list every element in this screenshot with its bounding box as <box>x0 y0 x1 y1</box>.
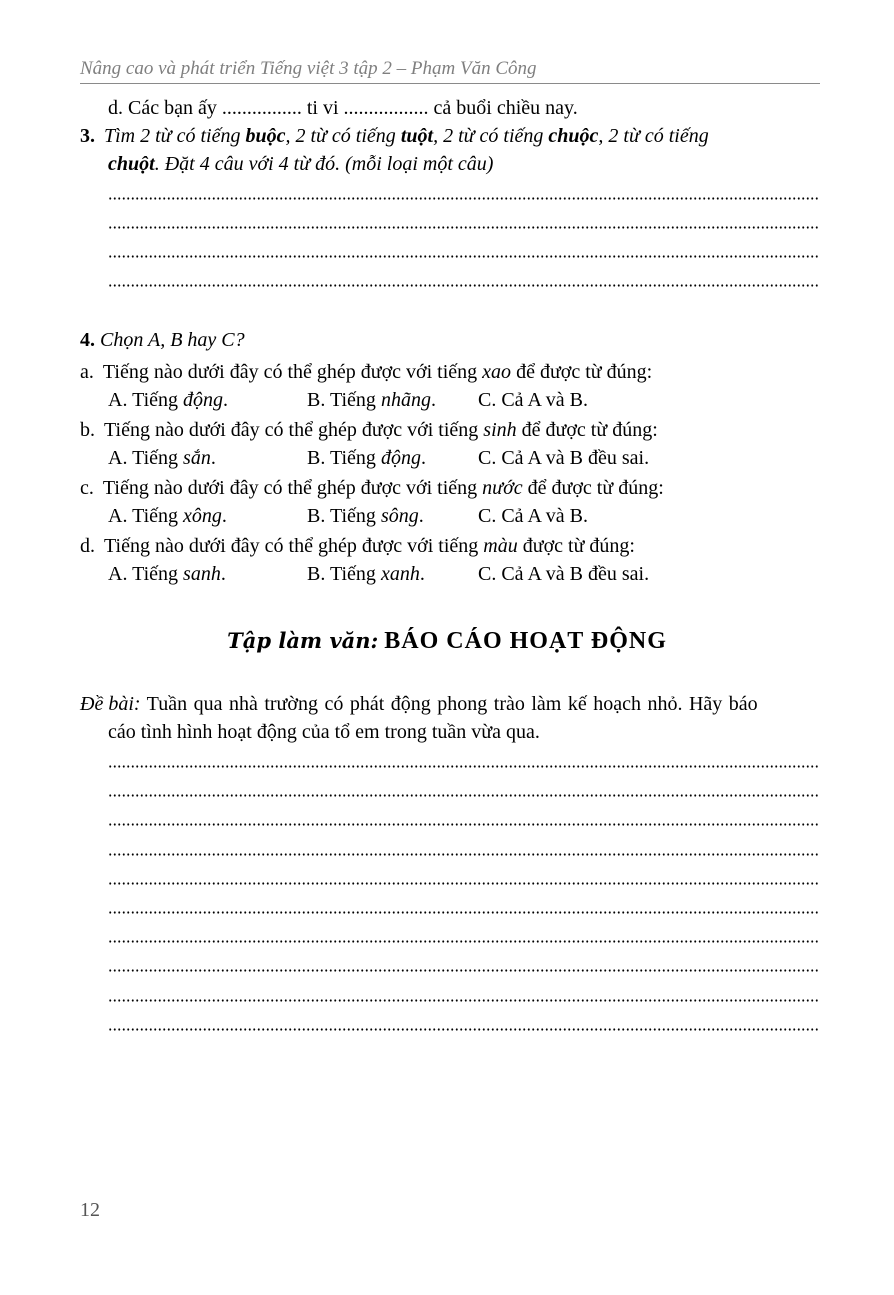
answer-line <box>108 255 818 258</box>
option-a <box>108 446 216 470</box>
q4-heading <box>80 328 245 352</box>
option-text: C. Cả A và B đều sai. <box>478 447 650 469</box>
q2d-text: d. Các bạn ấy <box>108 97 222 119</box>
blank: ................. <box>343 97 429 119</box>
answer-line <box>108 882 818 885</box>
answer-line <box>108 226 818 229</box>
option-text: . <box>221 505 227 527</box>
item-keyword: nước <box>482 477 523 499</box>
q3-text: , 2 từ có tiếng <box>433 125 549 147</box>
option-keyword: động <box>380 447 421 469</box>
option-b <box>307 562 425 586</box>
option-keyword: xông <box>183 505 222 527</box>
item-text: để được từ đúng: <box>522 477 664 499</box>
option-text: . <box>210 447 216 469</box>
option-c <box>478 388 588 412</box>
item-text: Tiếng nào dưới đây có thể ghép được với tiếng <box>104 535 484 557</box>
option-c <box>478 446 649 470</box>
essay-line1 <box>80 692 818 716</box>
q3-text: Tìm 2 từ có tiếng <box>104 125 246 147</box>
q2d-line <box>108 96 578 120</box>
answer-line <box>108 969 818 972</box>
item-label: d. <box>80 535 95 557</box>
q3-keyword: tuột <box>400 125 434 147</box>
option-c <box>478 562 649 586</box>
section-title <box>0 628 894 655</box>
option-text: A. Tiếng <box>108 447 184 469</box>
item-text: để được từ đúng: <box>511 361 653 383</box>
q3-prompt <box>104 124 814 148</box>
q4-prompt: Chọn A, B hay C? <box>100 329 245 351</box>
option-text: B. Tiếng <box>307 389 381 411</box>
option-keyword: sanh <box>183 563 221 585</box>
q4-item-b <box>80 418 658 442</box>
q3-keyword: chuột <box>108 153 155 175</box>
q2d-text: cả buổi chiều nay. <box>428 97 578 119</box>
option-text: C. Cả A và B. <box>478 389 589 411</box>
q3-line2 <box>108 152 493 176</box>
item-label: a. <box>80 361 94 383</box>
q3-keyword: chuộc <box>548 125 599 147</box>
item-text: Tiếng nào dưới đây có thể ghép được với tiếng <box>104 419 484 441</box>
option-text: A. Tiếng <box>108 505 184 527</box>
answer-line <box>108 911 818 914</box>
item-keyword: sinh <box>483 419 517 441</box>
question-number: 4. <box>80 329 95 351</box>
option-keyword: động <box>183 389 224 411</box>
answer-line <box>108 284 818 287</box>
item-label: c. <box>80 477 94 499</box>
option-text: C. Cả A và B đều sai. <box>478 563 650 585</box>
answer-line <box>108 765 818 768</box>
essay-label: Đề bài: <box>80 693 141 715</box>
answer-line <box>108 853 818 856</box>
section-heading: BÁO CÁO HOẠT ĐỘNG <box>384 628 667 654</box>
item-text: Tiếng nào dưới đây có thể ghép được với tiếng <box>102 477 483 499</box>
item-text: được từ đúng: <box>517 535 635 557</box>
q3-text: , 2 từ có tiếng <box>285 125 401 147</box>
page-number: 12 <box>80 1199 100 1221</box>
option-text: A. Tiếng <box>108 389 184 411</box>
q3-keyword: buộc <box>245 125 286 147</box>
item-keyword: màu <box>483 535 518 557</box>
q4-item-d <box>80 534 635 558</box>
option-text: . <box>430 389 436 411</box>
option-text: A. Tiếng <box>108 563 184 585</box>
item-text: Tiếng nào dưới đây có thể ghép được với tiếng <box>102 361 483 383</box>
answer-line <box>108 999 818 1002</box>
option-keyword: sắn <box>183 447 211 469</box>
option-a <box>108 504 227 528</box>
item-text: để được từ đúng: <box>516 419 658 441</box>
option-text: . <box>420 447 426 469</box>
option-text: . <box>419 563 425 585</box>
item-keyword: xao <box>482 361 512 383</box>
option-keyword: xanh <box>380 563 420 585</box>
option-a <box>108 562 226 586</box>
option-keyword: nhãng <box>380 389 431 411</box>
option-b <box>307 388 436 412</box>
option-text: . <box>223 389 229 411</box>
answer-line <box>108 794 818 797</box>
option-text: C. Cả A và B. <box>478 505 589 527</box>
essay-line2: cáo tình hình hoạt động của tổ em trong tuần vừa qua. <box>108 721 540 743</box>
option-text: B. Tiếng <box>307 447 381 469</box>
header-rule <box>80 83 820 84</box>
option-c <box>478 504 588 528</box>
option-text: B. Tiếng <box>307 563 381 585</box>
answer-line <box>108 197 818 200</box>
essay-text: Tuần qua nhà trường có phát động phong trào làm kế hoạch nhỏ. Hãy báo <box>140 693 758 715</box>
option-b <box>307 446 426 470</box>
item-label: b. <box>80 419 95 441</box>
option-text: . <box>220 563 226 585</box>
q4-item-c <box>80 476 664 500</box>
q4-item-a <box>80 360 652 384</box>
section-prefix: Tập làm văn: <box>227 628 379 653</box>
question-number: 3. <box>80 125 95 147</box>
running-header: Nâng cao và phát triển Tiếng việt 3 tập 2 – Phạm Văn Công <box>80 58 537 79</box>
q2d-text: ti vi <box>301 97 344 119</box>
q3-text: , 2 từ có tiếng <box>598 125 709 147</box>
answer-line <box>108 1028 818 1031</box>
q3-text: . Đặt 4 câu với 4 từ đó. (mỗi loại một câu) <box>154 153 494 175</box>
option-b <box>307 504 424 528</box>
blank: ................ <box>221 97 302 119</box>
option-text: B. Tiếng <box>307 505 381 527</box>
option-keyword: sông <box>380 505 419 527</box>
answer-line <box>108 940 818 943</box>
answer-line <box>108 823 818 826</box>
q3-line1 <box>80 124 814 148</box>
option-a <box>108 388 228 412</box>
option-text: . <box>418 505 424 527</box>
